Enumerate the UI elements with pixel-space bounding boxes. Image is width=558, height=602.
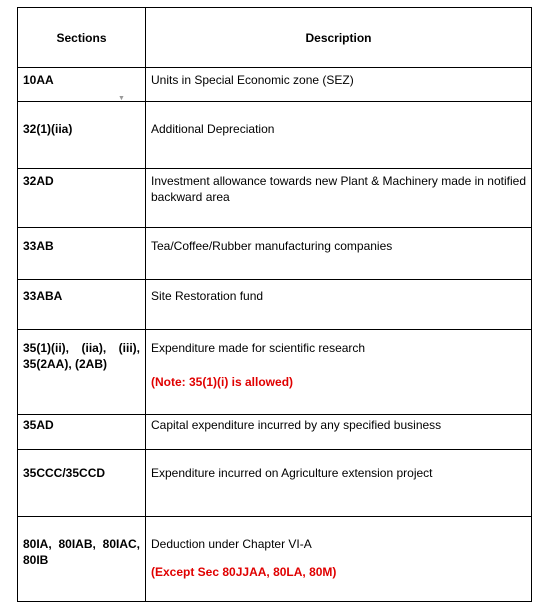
table-row xyxy=(18,415,532,450)
description-cell: Additional Depreciation xyxy=(146,102,532,169)
description-cell: Expenditure incurred on Agriculture extension project xyxy=(146,450,532,517)
table-row xyxy=(18,228,532,280)
table-header-row xyxy=(18,8,532,68)
note-text: (Except Sec 80JJAA, 80LA, 80M) xyxy=(151,565,337,579)
description-cell: Capital expenditure incurred by any specified business xyxy=(146,415,532,450)
description-cell: Tea/Coffee/Rubber manufacturing companies xyxy=(146,228,532,280)
section-cell: 35CCC/35CCD xyxy=(18,450,146,517)
section-cell: 35(1)(ii), (iia), (iii), 35(2AA), (2AB) xyxy=(18,330,146,415)
section-cell: 35AD xyxy=(18,415,146,450)
table-row xyxy=(18,102,532,169)
section-cell: 33AB xyxy=(18,228,146,280)
section-cell: 33ABA xyxy=(18,280,146,330)
table-row xyxy=(18,330,532,415)
sections-table xyxy=(17,7,532,602)
section-cell: 80IA, 80IAB, 80IAC, 80IB xyxy=(18,517,146,602)
section-cell: 32AD xyxy=(18,169,146,228)
table-row xyxy=(18,280,532,330)
description-text: Deduction under Chapter VI-A xyxy=(151,537,312,551)
section-cell: 10AA xyxy=(18,68,146,102)
cell-marker-icon: ▼ xyxy=(118,95,125,102)
table-row xyxy=(18,169,532,228)
table-row xyxy=(18,68,532,102)
description-cell: Investment allowance towards new Plant & Machinery made in notified backward area xyxy=(146,169,532,228)
description-cell: Units in Special Economic zone (SEZ) xyxy=(146,68,532,102)
header-description: Description xyxy=(146,8,532,68)
note-text: (Note: 35(1)(i) is allowed) xyxy=(151,375,294,389)
header-sections: Sections xyxy=(18,8,146,68)
table-row xyxy=(18,517,532,602)
section-cell: 32(1)(iia) xyxy=(18,102,146,169)
description-text: Expenditure made for scientific research xyxy=(151,341,366,355)
description-cell: Site Restoration fund xyxy=(146,280,532,330)
description-cell xyxy=(146,517,532,602)
table-row xyxy=(18,450,532,517)
description-cell xyxy=(146,330,532,415)
